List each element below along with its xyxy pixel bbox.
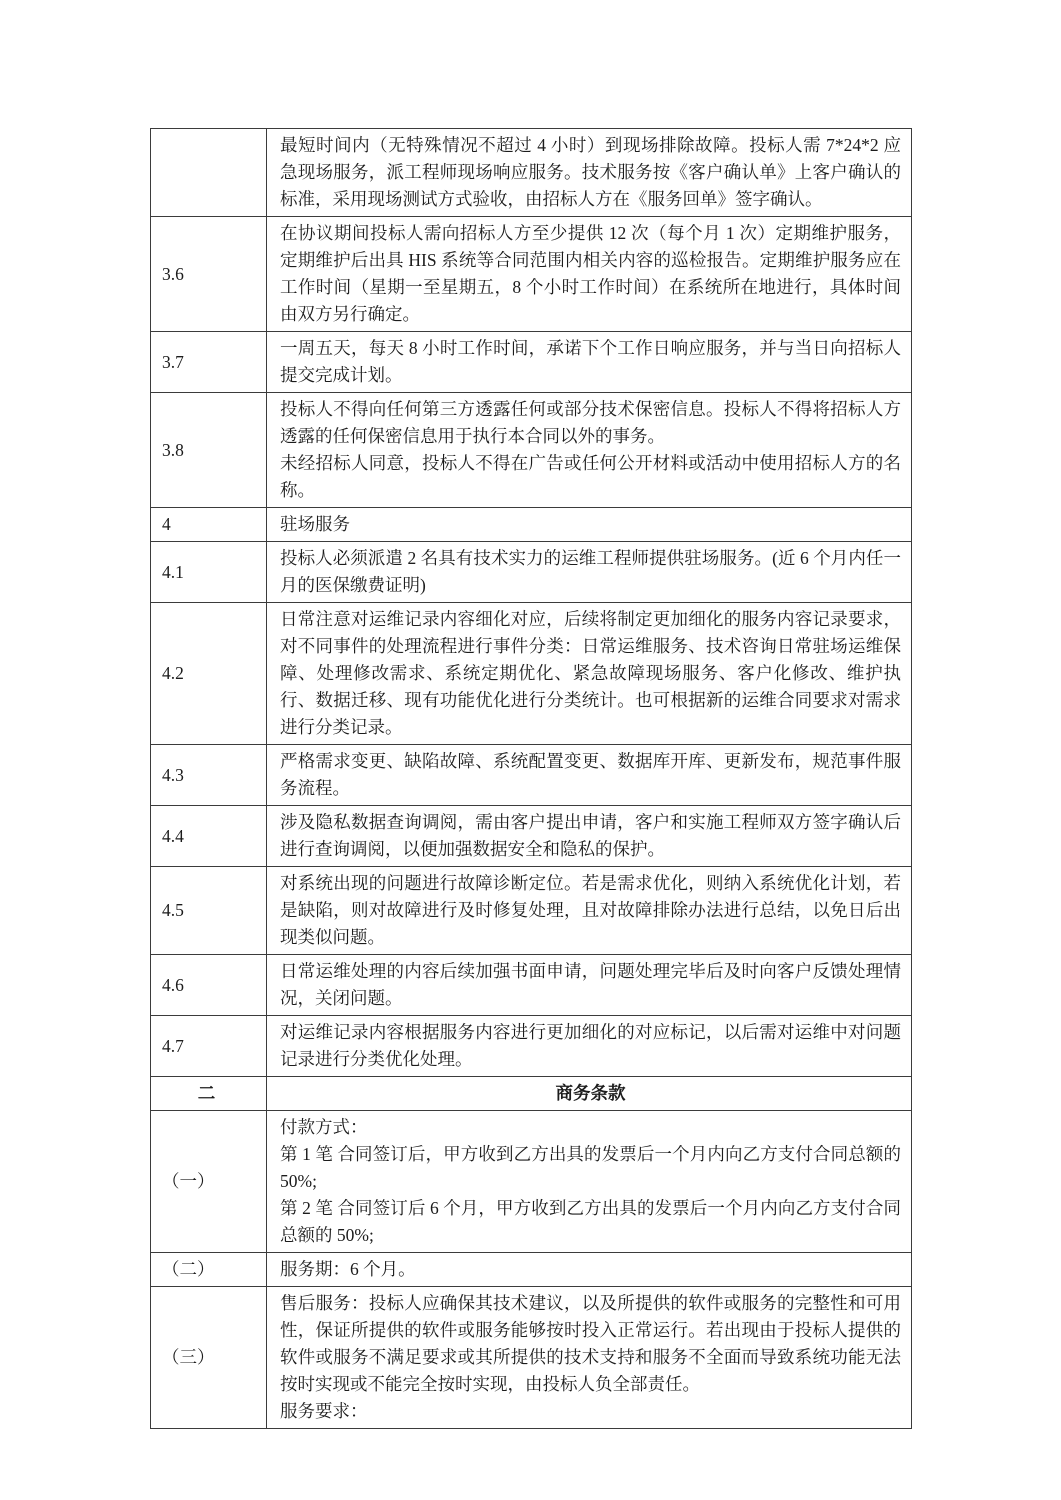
row-number-cell: （二）	[151, 1253, 267, 1287]
row-number-cell: （三）	[151, 1287, 267, 1429]
table-row-after-sales	[151, 1287, 912, 1429]
row-content-cell	[267, 508, 912, 542]
row-number-cell: 4.3	[151, 745, 267, 806]
row-number-cell: （一）	[151, 1111, 267, 1253]
row-content-cell	[267, 1287, 912, 1429]
row-content-cell	[267, 806, 912, 867]
row-number-cell: 4.4	[151, 806, 267, 867]
paragraph: 售后服务：投标人应确保其技术建议，以及所提供的软件或服务的完整性和可用性，保证所提供的软件或服务能够按时投入正常运行。若出现由于投标人提供的软件或服务不满足要求或其所提供的技术支持和服务不全面而导致系统功能无法按时实现或不能完全按时实现，由投标人负全部责任。	[280, 1293, 901, 1394]
table-row-4	[151, 508, 912, 542]
table-row-4-1	[151, 542, 912, 603]
row-number-cell: 4.5	[151, 867, 267, 955]
row-number-cell: 3.6	[151, 217, 267, 332]
paragraph: 对系统出现的问题进行故障诊断定位。若是需求优化，则纳入系统优化计划，若是缺陷，则对故障进行及时修复处理，且对故障排除办法进行总结，以免日后出现类似问题。	[280, 873, 901, 947]
paragraph: 对运维记录内容根据服务内容进行更加细化的对应标记，以后需对运维中对问题记录进行分类优化处理。	[280, 1022, 901, 1069]
table-row-service-period	[151, 1253, 912, 1287]
table-row-continuation	[151, 129, 912, 217]
row-content-cell	[267, 542, 912, 603]
row-number-cell: 4.6	[151, 955, 267, 1016]
row-number-cell: 二	[151, 1077, 267, 1111]
table-row-3-8	[151, 393, 912, 508]
row-number-cell: 4	[151, 508, 267, 542]
row-content-cell	[267, 1077, 912, 1111]
table-row-4-4	[151, 806, 912, 867]
paragraph: 投标人必须派遣 2 名具有技术实力的运维工程师提供驻场服务。(近 6 个月内任一月的医保缴费证明)	[280, 548, 901, 595]
paragraph: 服务期：6 个月。	[280, 1259, 416, 1279]
table-row-4-5	[151, 867, 912, 955]
row-content-cell	[267, 867, 912, 955]
paragraph: 驻场服务	[280, 514, 350, 534]
row-number-cell: 4.7	[151, 1016, 267, 1077]
paragraph: 付款方式：	[280, 1117, 368, 1137]
paragraph: 在协议期间投标人需向招标人方至少提供 12 次（每个月 1 次）定期维护服务，定期维护后出具 HIS 系统等合同范围内相关内容的巡检报告。定期维护服务应在工作时间（星期一至星期五，8 个小时工作时间）在系统所在地进行，具体时间由双方另行确定。	[280, 223, 901, 324]
row-number-cell: 4.1	[151, 542, 267, 603]
row-content-cell	[267, 217, 912, 332]
section-title: 商务条款	[555, 1083, 626, 1103]
tender-requirements-table	[150, 128, 912, 1429]
row-number-cell	[151, 129, 267, 217]
paragraph: 第 1 笔 合同签订后，甲方收到乙方出具的发票后一个月内向乙方支付合同总额的 50%;	[280, 1144, 901, 1191]
table-row-4-6	[151, 955, 912, 1016]
paragraph: 日常运维处理的内容后续加强书面申请，问题处理完毕后及时向客户反馈处理情况，关闭问题。	[280, 961, 901, 1008]
paragraph: 投标人不得向任何第三方透露任何或部分技术保密信息。投标人不得将招标人方透露的任何保密信息用于执行本合同以外的事务。	[280, 399, 901, 446]
row-content-cell	[267, 745, 912, 806]
paragraph: 最短时间内（无特殊情况不超过 4 小时）到现场排除故障。投标人需 7*24*2 应急现场服务，派工程师现场响应服务。技术服务按《客户确认单》上客户确认的标准，采用现场测试方式验收，由招标人方在《服务回单》签字确认。	[280, 135, 901, 209]
row-content-cell	[267, 129, 912, 217]
row-content-cell	[267, 1253, 912, 1287]
row-content-cell	[267, 1111, 912, 1253]
table-row-3-6	[151, 217, 912, 332]
table-row-payment-terms	[151, 1111, 912, 1253]
row-number-cell: 4.2	[151, 603, 267, 745]
paragraph: 第 2 笔 合同签订后 6 个月，甲方收到乙方出具的发票后一个月内向乙方支付合同总额的 50%;	[280, 1198, 901, 1245]
paragraph: 服务要求：	[280, 1401, 368, 1421]
row-content-cell	[267, 603, 912, 745]
paragraph: 严格需求变更、缺陷故障、系统配置变更、数据库开库、更新发布，规范事件服务流程。	[280, 751, 901, 798]
paragraph: 涉及隐私数据查询调阅，需由客户提出申请，客户和实施工程师双方签字确认后进行查询调阅，以便加强数据安全和隐私的保护。	[280, 812, 901, 859]
table-row-3-7	[151, 332, 912, 393]
row-content-cell	[267, 1016, 912, 1077]
row-content-cell	[267, 955, 912, 1016]
row-content-cell	[267, 393, 912, 508]
paragraph: 未经招标人同意，投标人不得在广告或任何公开材料或活动中使用招标人方的名称。	[280, 453, 901, 500]
row-number-cell: 3.8	[151, 393, 267, 508]
row-content-cell	[267, 332, 912, 393]
table-row-4-7	[151, 1016, 912, 1077]
table-row-4-2	[151, 603, 912, 745]
paragraph: 一周五天，每天 8 小时工作时间，承诺下个工作日响应服务，并与当日向招标人提交完成计划。	[280, 338, 901, 385]
table-body	[151, 129, 912, 1429]
row-number-cell: 3.7	[151, 332, 267, 393]
table-row-section-2-header	[151, 1077, 912, 1111]
table-row-4-3	[151, 745, 912, 806]
paragraph: 日常注意对运维记录内容细化对应，后续将制定更加细化的服务内容记录要求，对不同事件的处理流程进行事件分类：日常运维服务、技术咨询日常驻场运维保障、处理修改需求、系统定期优化、紧急故障现场服务、客户化修改、维护执行、数据迁移、现有功能优化进行分类统计。也可根据新的运维合同要求对需求进行分类记录。	[280, 609, 901, 737]
